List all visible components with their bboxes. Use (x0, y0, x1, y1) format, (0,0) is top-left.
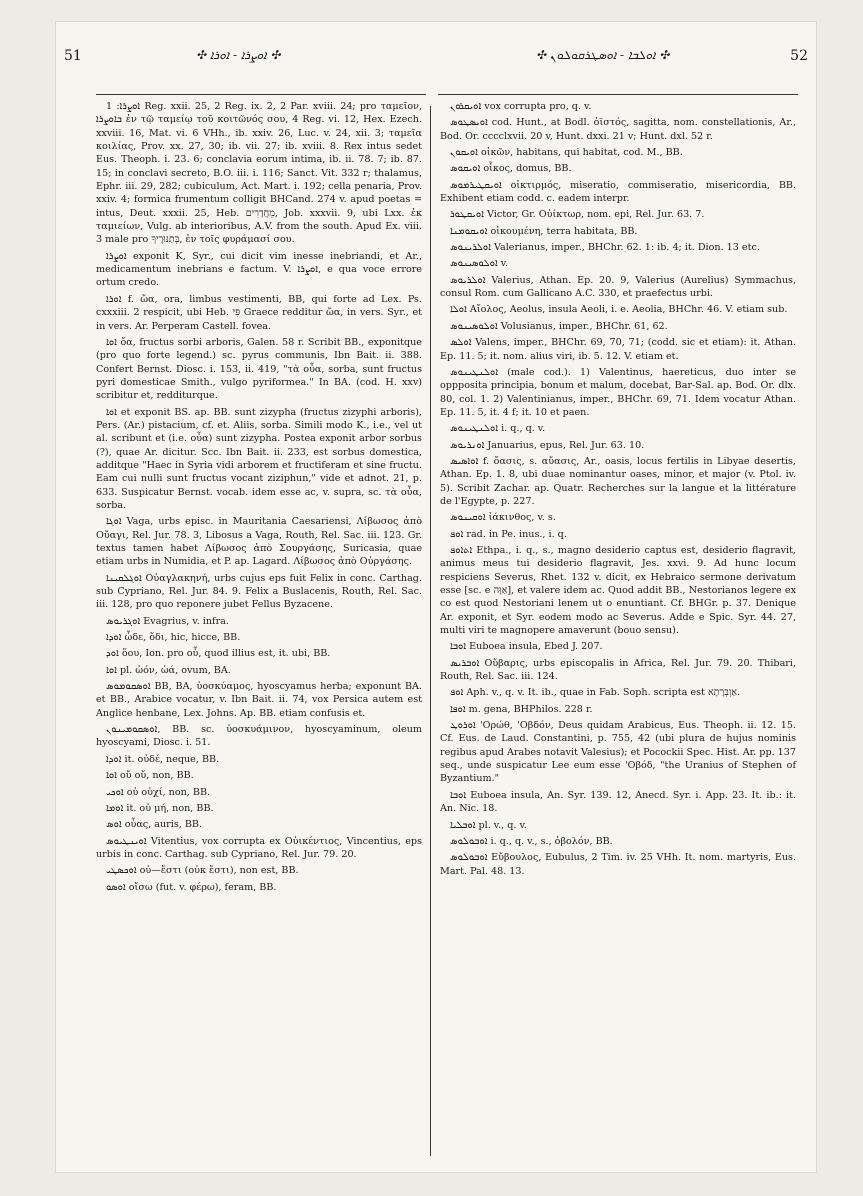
dictionary-entry: ܐܘܦܐ m. gena, BHPhilos. 228 r. (450, 703, 593, 715)
dictionary-entry: ܐܘܪܐ f. ὤα, ora, limbus vestimenti, BB, qui forte ad Lex. Ps. cxxxiii. 2 respicit, ubi Heb. פִּי Graece redditur ὤα, in vers. Syr., et in vers. Ar. Perperam Castell. fovea. (96, 293, 422, 332)
dictionary-entry: ܐܘܠܘܣܝܢܘܣ v. (450, 258, 509, 270)
dictionary-entry: ܐܬܐܘܦ Ethpa., i. q., s., magno desiderio captus est, desiderio flagravit, animus meus tui desiderio flagravit, Jes. xxvi. 9. Ad hunc locum respiciens Severus, Rhet. 132 v. dicit, ex Hebraico sermone derivatum esse [sc. e אַוָּה], et valere idem ac. Quod addit BB., Nestorianos legere ex co est quod Nestoriani lenem ut o enuntiant. Cf. BHGr. p. 37. Denique Ar. exponit, et Syr. eodem modo ac Severus. Adde e Spic. Syr. 44. 27, multi viri te magnopere amaverunt (bouo sensu). (440, 544, 796, 637)
left-running-head: ✣ ܐܘܨܪܐ - ܐܘܪܐ ✣ (196, 48, 281, 62)
dictionary-entry: ܐܘܝܣܛܘܣ cod. Hunt., at Bodl. ὀϊστός, sagitta, nom. constellationis, Ar., Bod. Or. cccclxvii. 20 v, Hunt. dxxi. 21 v; Hunt. dxl. 52 r. (440, 117, 796, 142)
header-rule-left (96, 94, 426, 95)
dictionary-page (56, 22, 816, 1172)
dictionary-entry: ܐܘܣ οὖας, auris, BB. (106, 819, 203, 831)
dictionary-entry: ܐܘܐ οὔ οὔ, non, BB. (106, 770, 194, 782)
dictionary-entry: ܐܘܐ et exponit BS. ap. BB. sunt zizypha (fructus zizyphi arboris), Pers. (Ar.) pistacium, cf. et. Aliis, sorba. Simili modo K., i.e., vel ut al. scribunt et (i.e. οὖα) sunt zizypha. Postea exponit arbor sorbus (?), quae Ar. dicitur. Scc. Ibn Bait. ii. 233, est sorbus domestica, additque "Haec in Syria vidi arborem et fructiferam et sine fructu. Eam cui nulli sunt fructus vocant ziziphun," vide et adnot. 21, p. 633. Suspicatur Bernst. vocab. idem esse ac, v. supra, sc. τὰ οὖα, sorba. (96, 406, 422, 511)
dictionary-entry: ܐܘܒܐ Euboea insula, Ebed J. 207. (450, 641, 603, 653)
dictionary-entry: ܐܘܨܪܐ exponit K, Syr., cui dicit vim inesse inebriandi, et Ar., medicamentum inebrians e factum. V. ܐܘܨܪܐ, e qua voce errore ortum credo. (96, 250, 422, 289)
dictionary-entry: ܐܘܦ Aph. v., q. v. It. ib., quae in Fab. Soph. scripta est אַוְבְּרָתָא. (450, 687, 741, 699)
dictionary-entry: ܐܘܐܣܝܣ f. ὄασις, s. αὔασις, Ar., oasis, locus fertilis in Libyae desertis, Athan. Ep. 1. 8, ubi duae nominantur oases, minor, et major (v. Ptol. iv. 5). Scribit Zachar. ap. Quatr. Recherches sur la langue et la littérature de l'Egypte, p. 227. (440, 455, 796, 507)
dictionary-entry: ܐܘܣܘ οἴσω (fut. v. φέρω), feram, BB. (106, 881, 277, 893)
dictionary-entry: ܐܘܒܠܝܐ pl. v., q. v. (450, 819, 527, 831)
dictionary-entry: ܐܘܨܪܐ: 1 Reg. xxii. 25, 2 Reg. ix. 2, 2 Par. xviii. 24; pro ταμεῖον, ܒܐܘܨܪܐ ἐν τῷ ταμείῳ τοῦ κοιτῶνός σου, 4 Reg. vi. 12, Hex. Ezech. xxviii. 16, Mat. vi. 6 VHh., ib. xxiv. 26, Luc. v. 24, xii. 3; ταμεῖα κοιλίας, Prov. xx. 27, 30; ib. vii. 27; ib. xviii. 8. Rex intus sedet Eus. Theoph. i. 23. 6; conclavia eorum intima, ib. ii. 78. 7; ib. 87. 15; in conclavi secreto, B.O. iii. i. 116; Sanct. Vit. 332 r; thalamus, Ephr. iii. 29, 282; cubiculum, Act. Mart. i. 192; cella penaria, Prov. xxiv. 4; formica frumentum colligit BHCand. 274 v. apud poetas = intus, Deut. xxxii. 25, Heb. מֵחֲדָרִים, Job. xxxvii. 9, ubi Lxx. ἐκ ταμιείων, Vulg. ab interioribus, A.V. from the south. Apud Ex. viii. 3 male pro בְּתַנּוּרֶיךָ, ἐν τοῖς φυράμασί σου. (96, 101, 423, 246)
dictionary-entry: ܐܘܓܪܝܘܣ Evagrius, v. infra. (106, 615, 229, 627)
dictionary-entry: ܐܘܕܐ it. οὐδέ, neque, BB. (106, 753, 220, 765)
dictionary-entry: ܐܘܒܘܠܘܣ i. q., q. v., s., ὀβολόν, BB. (450, 835, 613, 847)
dictionary-entry: ܐܘܣܩܘܡܝܢܘܢ, BB. sc. ὑοσκυάμινον, hyoscyaminum, oleum hyoscyami, Diosc. i. 51. (96, 724, 422, 749)
column-divider (430, 106, 431, 1156)
dictionary-entry: ܐܘܠܢܛܝܢܘܣ i. q., q. v. (450, 423, 546, 435)
dictionary-entry: ܐܘܓܠܩܝܢܐ Οὐαγλακηνή, urbs cujus eps fuit Felix in conc. Carthag. sub Cypriano, Rel. Jur. 84. 9. Felix a Buslacenis, Routh, Rel. Sac. iii. 128, pro quo reponere jubet Fellus Byzacene. (96, 572, 422, 611)
dictionary-entry: ܐܘܢܪܝܘܣ Januarius, epus, Rel. Jur. 63. 10. (450, 439, 645, 451)
dictionary-entry: ܐܘܓܐ Vaga, urbs episc. in Mauritania Caesariensi, Λίβωσος ἀπὸ Οὔαγι, Rel. Jur. 78. 3, Libosus a Vaga, Routh, Rel. Sac. iii. 123. Gr. textus tamen habet Λίβωσος ἀπὸ Σουργάσης, Suricasia, quae etiam urbs in Numidia, et P. ap. Lagard. Λίβωσος ἀπὸ Οὐργάσης. (96, 516, 422, 568)
dictionary-entry: ܐܘܒܪܝܣ Οὔβαρις, urbs episcopalis in Africa, Rel. Jur. 79. 20. Thibari, Routh, Rel. Sac. iii. 124. (440, 657, 796, 683)
dictionary-entry: ܐܘܕܐ ὧδε, ὅδι, hic, hicce, BB. (106, 632, 241, 644)
dictionary-entry: ܐܘܐ ὄα, fructus sorbi arboris, Galen. 58 r. Scribit BB., exponitque (pro quo forte legend.) sc. pyrus communis, Ibn Bait. ii. 388. Confert Bernst. Diosc. i. 153, ii. 419, "τὰ οὖα, sorba, sunt fructus pyri domesticae Smith., vulgo pyriformea." In BA. (cod. H. xxv) scribitur et, redditurque. (96, 336, 422, 402)
dictionary-entry: ܐܘܩܝܢܘܣ ἰάκινθος, v. s. (450, 512, 556, 524)
dictionary-entry: ܐܘܝܩܘܢ οἰκῶν, habitans, qui habitat, cod. M., BB. (450, 147, 683, 159)
dictionary-entry: ܐܘܐ pl. ὠόν, ὠά, ovum, BA. (106, 664, 231, 676)
page-header (56, 22, 816, 78)
left-column (96, 100, 422, 897)
dictionary-entry: ܐܘܦ rad. in Pe. inus., i. q. (450, 528, 567, 540)
dictionary-entry: ܐܘܠܐ Αἴολος, Aeolus, insula Aeoli, i. e. Aeolia, BHChr. 46. V. etiam sub. (450, 304, 788, 316)
dictionary-entry: ܐܘܕ ὅου, Ion. pro οὗ, quod illius est, it. ubi, BB. (106, 648, 331, 660)
dictionary-entry: ܐܘܪܘܛ 'Ορώθ, 'Οβδόν, Deus quidam Arabicus, Eus. Theoph. ii. 12. 15. Cf. Eus. de Laud. Constantini, p. 755, 42 (ubi plura de hujus nominis regibus apud Arabes notavit Valesius); et Pocockii Spec. Hist. Ar. pp. 137 seq., unde suspicatur Lee eum esse 'Οβόδ, "the Uranius of Stephen of Byzantium." (440, 720, 796, 785)
dictionary-entry: ܐܘܠܪܝܘܣ Valerius, Athan. Ep. 20. 9, Valerius (Aurelius) Symmachus, consul Rom. cum Gallicano A.C. 330, et praefectus urbi. (440, 274, 796, 300)
dictionary-entry: ܐܘܠܘܣܝܢܘܣ Volusianus, imper., BHChr. 61, 62. (450, 320, 668, 332)
dictionary-entry: ܐܘܒܘܠܘܣ Εὔβουλος, Eubulus, 2 Tim. iv. 25 VHh. It. nom. martyris, Eus. Mart. Pal. 48. 13. (440, 852, 796, 877)
dictionary-entry: ܐܘܝܢܛܝܘܣ Vitentius, vox corrupta ex Οὐικέντιος, Vincentius, eps urbis in conc. Carthag. sub Cypriano, Rel. Jur. 79. 20. (96, 835, 422, 860)
right-page-number: 52 (790, 48, 808, 64)
dictionary-entry: ܐܘܠܣ Valens, imper., BHChr. 69, 70, 71; (codd. sic et etiam): it. Athan. Ep. 11. 5; it. nom. alius viri, ib. 5. 12. V. etiam et. (440, 337, 796, 362)
dictionary-entry: ܐܘܡܐ it. οὐ μή, non, BB. (106, 802, 214, 814)
dictionary-entry: ܐܘܠܪܝܢܘܣ Valerianus, imper., BHChr. 62. 1: ib. 4; it. Dion. 13 etc. (450, 242, 760, 254)
dictionary-entry: ܐܘܠܢܛܝܢܘܣ (male cod.). 1) Valentinus, haereticus, duo inter se oppposita principia, bonum et malum, docebat, Bar-Sal. ap. Bod. Or. dlx. 80, col. 1. 2) Valentinianus, imper., BHChr. 69, 71. Idem vocatur Athan. Ep. 11. 5, it. 4 f; it. 10 et paen. (440, 366, 796, 418)
dictionary-entry: ܐܘܣܩܘܡܘܣ BB, BA, ὑοσκύαμος, hyoscyamus herba; exponunt BA. et BB., Arabice vocatur, v. Ibn Bait. ii. 74, vox Persica autem est Anglice henbane, Lex. Johns. Ap. BB. etiam confusis et. (96, 681, 422, 719)
dictionary-entry: ܐܘܝܩܪܘܢ vox corrupta pro, q. v. (450, 101, 592, 112)
dictionary-entry: ܐܘܝܩܘܣ οἶκος, domus, BB. (450, 163, 572, 175)
right-running-head: ✣ ܐܘܠܒܐ - ܐܘܣܛܪܩܘܠܘܢ ✣ (536, 48, 670, 62)
dictionary-entry: ܐܘܒܐ Euboea insula, An. Syr. 139. 12, Anecd. Syr. i. App. 23. It. ib.: it. An. Nic. 18. (440, 789, 796, 815)
header-rule-right (438, 94, 798, 95)
right-column (440, 100, 796, 881)
dictionary-entry: ܐܘܟܣܛܝ οὐ—ἔστι (οὐκ ἔστι), non est, BB. (106, 865, 299, 877)
dictionary-entry: ܐܘܝܩܛܝܪܡܘܣ οἰκτιρμός, miseratio, commiseratio, misericordia, BB. Exhibent etiam codd. c. eadem interpr. (440, 179, 796, 205)
dictionary-entry: ܐܘܝܩܘܡܢܐ οἰκουμένη, terra habitata, BB. (450, 225, 638, 237)
dictionary-entry: ܐܘܟܝ οὐ οὐχί, non, BB. (106, 786, 211, 798)
dictionary-entry: ܐܘܝܩܛܘܪ Victor, Gr. Οὐίκτωρ, nom. epi, Rel. Jur. 63. 7. (450, 209, 705, 221)
left-page-number: 51 (64, 48, 82, 64)
